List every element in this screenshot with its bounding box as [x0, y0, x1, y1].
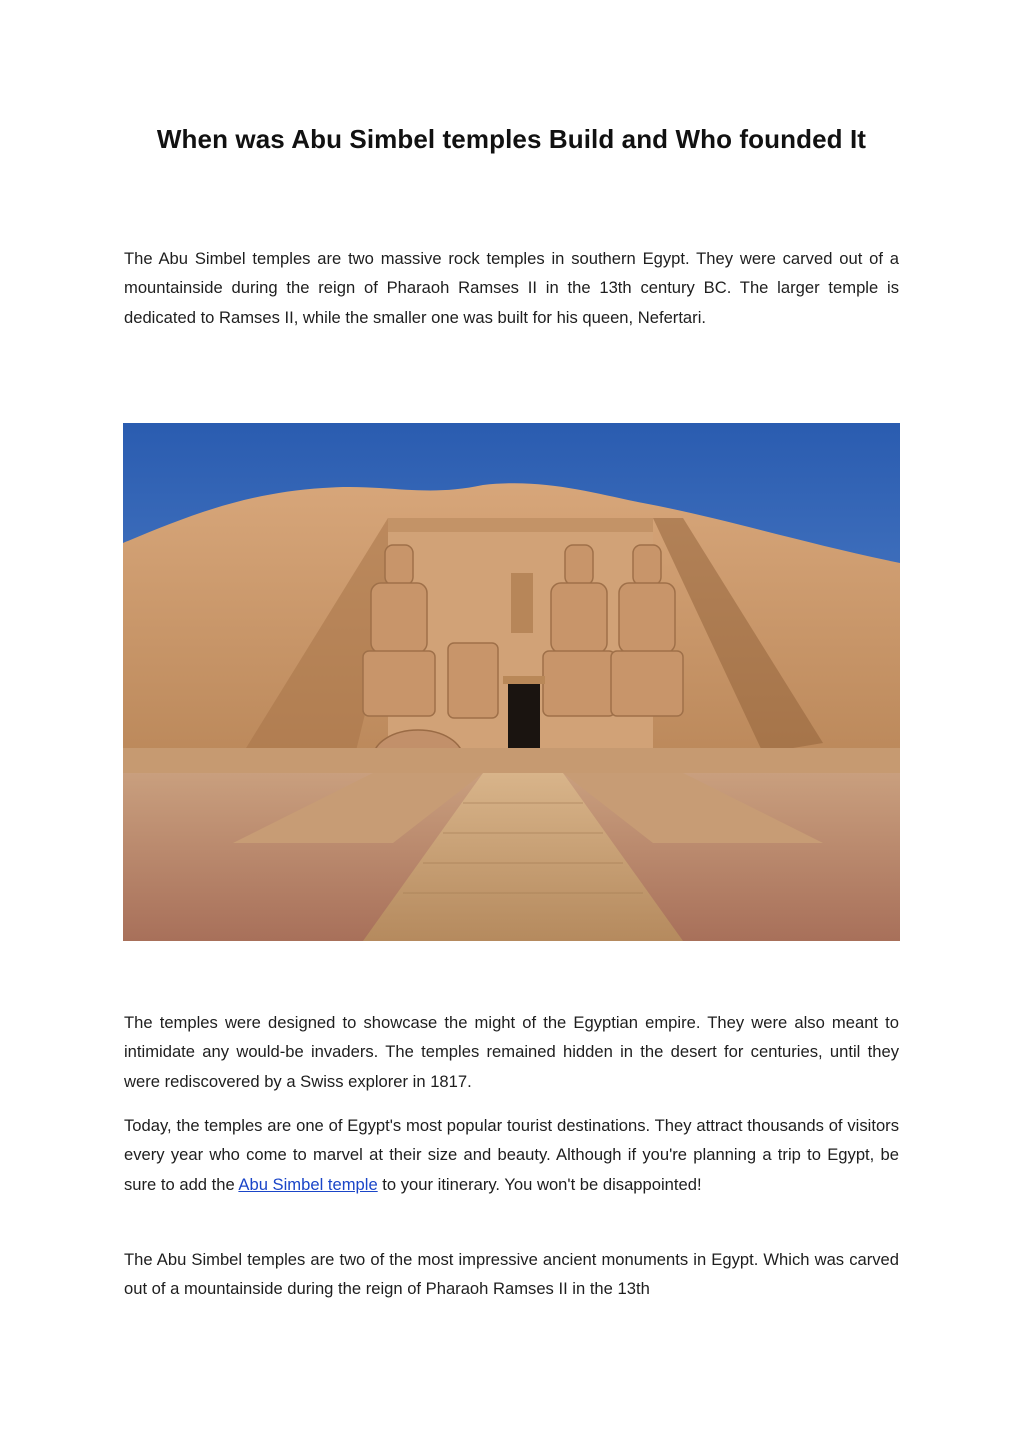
page-title: When was Abu Simbel temples Build and Who founded It [156, 124, 867, 154]
paragraph-tourism-text-start: Today, the temples are one of Egypt's most popular tourist destinations. They attract thousands of visitors every year who come to marvel at their size and beauty. Although if you're planning a trip to Egypt, be sure to add the [124, 1116, 899, 1194]
abu-simbel-temple-link[interactable]: Abu Simbel temple [238, 1174, 378, 1194]
paragraph-tourism-text-end: to your itinerary. You won't be disappointed! [377, 1174, 702, 1194]
abu-simbel-temple-photo [123, 423, 900, 941]
paragraph-design: The temples were designed to showcase the might of the Egyptian empire. They were also meant to intimidate any would-be invaders. The temples remained hidden in the desert for centuries, until they were rediscovered by a Swiss explorer in 1817. [124, 1013, 899, 1091]
paragraph-intro: The Abu Simbel temples are two massive rock temples in southern Egypt. They were carved out of a mountainside during the reign of Pharaoh Ramses II in the 13th century BC. The larger temple is dedicated to Ramses II, while the smaller one was built for his queen, Nefertari. [124, 249, 899, 327]
paragraph-monuments: The Abu Simbel temples are two of the most impressive ancient monuments in Egypt. Which was carved out of a mountainside during the reign of Pharaoh Ramses II in the 13th [124, 1250, 899, 1299]
paragraph-tourism [124, 1111, 899, 1199]
